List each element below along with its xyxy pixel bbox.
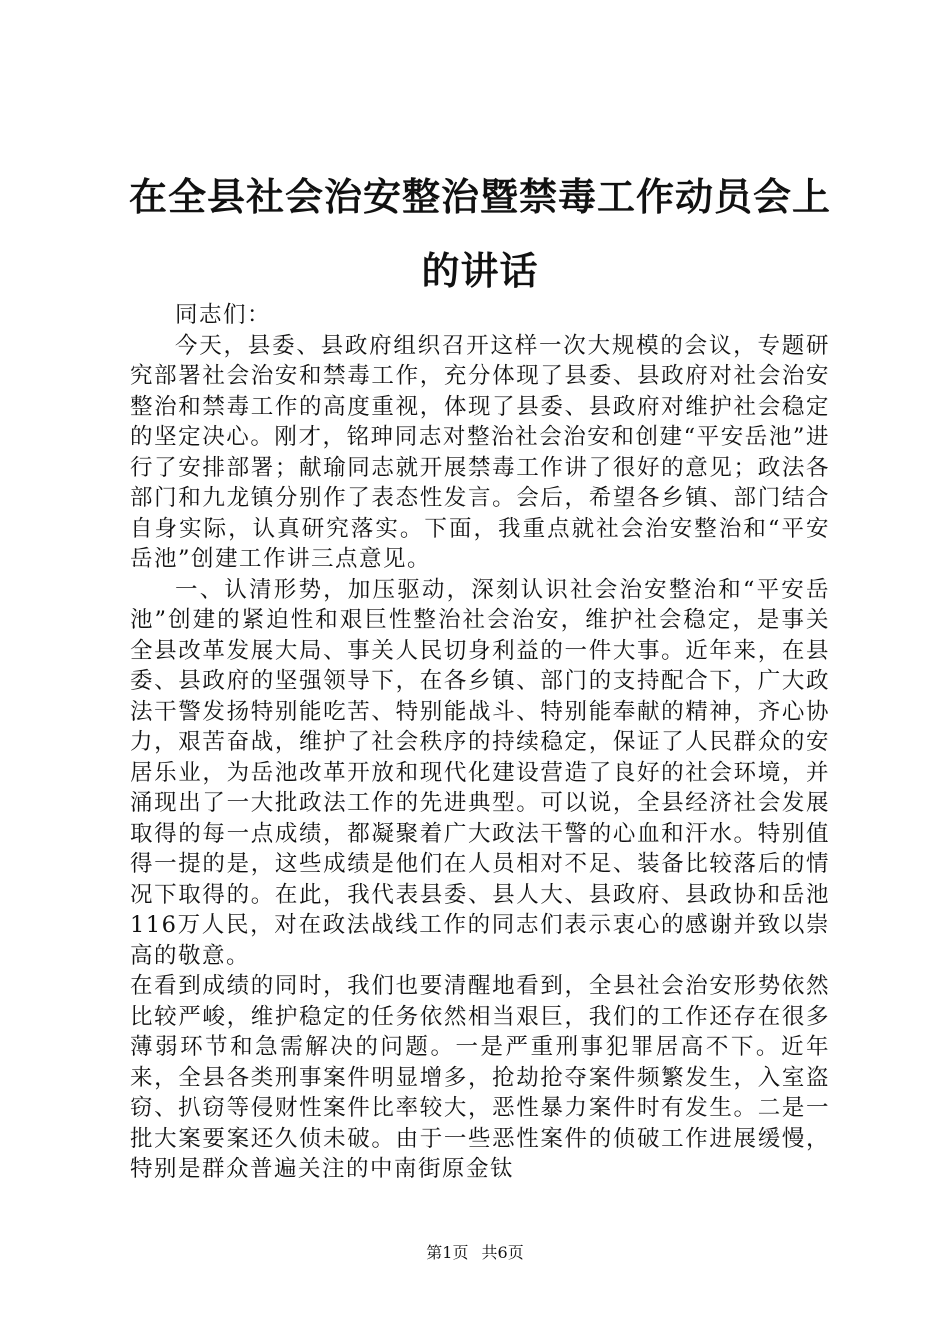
body-paragraph: 今天，县委、县政府组织召开这样一次大规模的会议，专题研究部署社会治安和禁毒工作，充分体现了县委、县政府对社会治安整治和禁毒工作的高度重视，体现了县委、县政府对维护社会稳定的坚定决心。刚才，铭珅同志对整治社会治安和创建“平安岳池”进行了安排部署；献瑜同志就开展禁毒工作讲了很好的意见；政法各部门和九龙镇分别作了表态性发言。会后，希望各乡镇、部门结合自身实际，认真研究落实。下面，我重点就社会治安整治和“平安岳池”创建工作讲三点意见。	[130, 332, 830, 572]
page-footer	[0, 1243, 950, 1263]
document-body	[130, 300, 830, 1185]
page-total: 共6页	[481, 1243, 524, 1262]
document-title: 在全县社会治安整治暨禁毒工作动员会上的讲话	[128, 174, 831, 293]
salutation: 同志们：	[175, 302, 272, 328]
body-paragraph: 一、认清形势，加压驱动，深刻认识社会治安整治和“平安岳池”创建的紧迫性和艰巨性整治社会治安，维护社会稳定，是事关全县改革发展大局、事关人民切身利益的一件大事。近年来，在县委、县政府的坚强领导下，在各乡镇、部门的支持配合下，广大政法干警发扬特别能吃苦、特别能战斗、特别能奉献的精神，齐心协力，艰苦奋战，维护了社会秩序的持续稳定，保证了人民群众的安居乐业，为岳池改革开放和现代化建设营造了良好的社会环境，并涌现出了一大批政法工作的先进典型。可以说，全县经济社会发展取得的每一点成绩，都凝聚着广大政法干警的心血和汗水。特别值得一提的是，这些成绩是他们在人员相对不足、装备比较落后的情况下取得的。在此，我代表县委、县人大、县政府、县政协和岳池116万人民，对在政法战线工作的同志们表示衷心的感谢并致以崇高的敬意。	[130, 576, 830, 969]
body-paragraph: 在看到成绩的同时，我们也要清醒地看到，全县社会治安形势依然比较严峻，维护稳定的任务依然相当艰巨，我们的工作还存在很多薄弱环节和急需解决的问题。一是严重刑事犯罪居高不下。近年来，全县各类刑事案件明显增多，抢劫抢夺案件频繁发生，入室盗窃、扒窃等侵财性案件比率较大，恶性暴力案件时有发生。二是一批大案要案还久侦未破。由于一些恶性案件的侦破工作进展缓慢，特别是群众普遍关注的中南街原金钛	[130, 973, 830, 1182]
page-number: 第1页	[426, 1243, 469, 1262]
